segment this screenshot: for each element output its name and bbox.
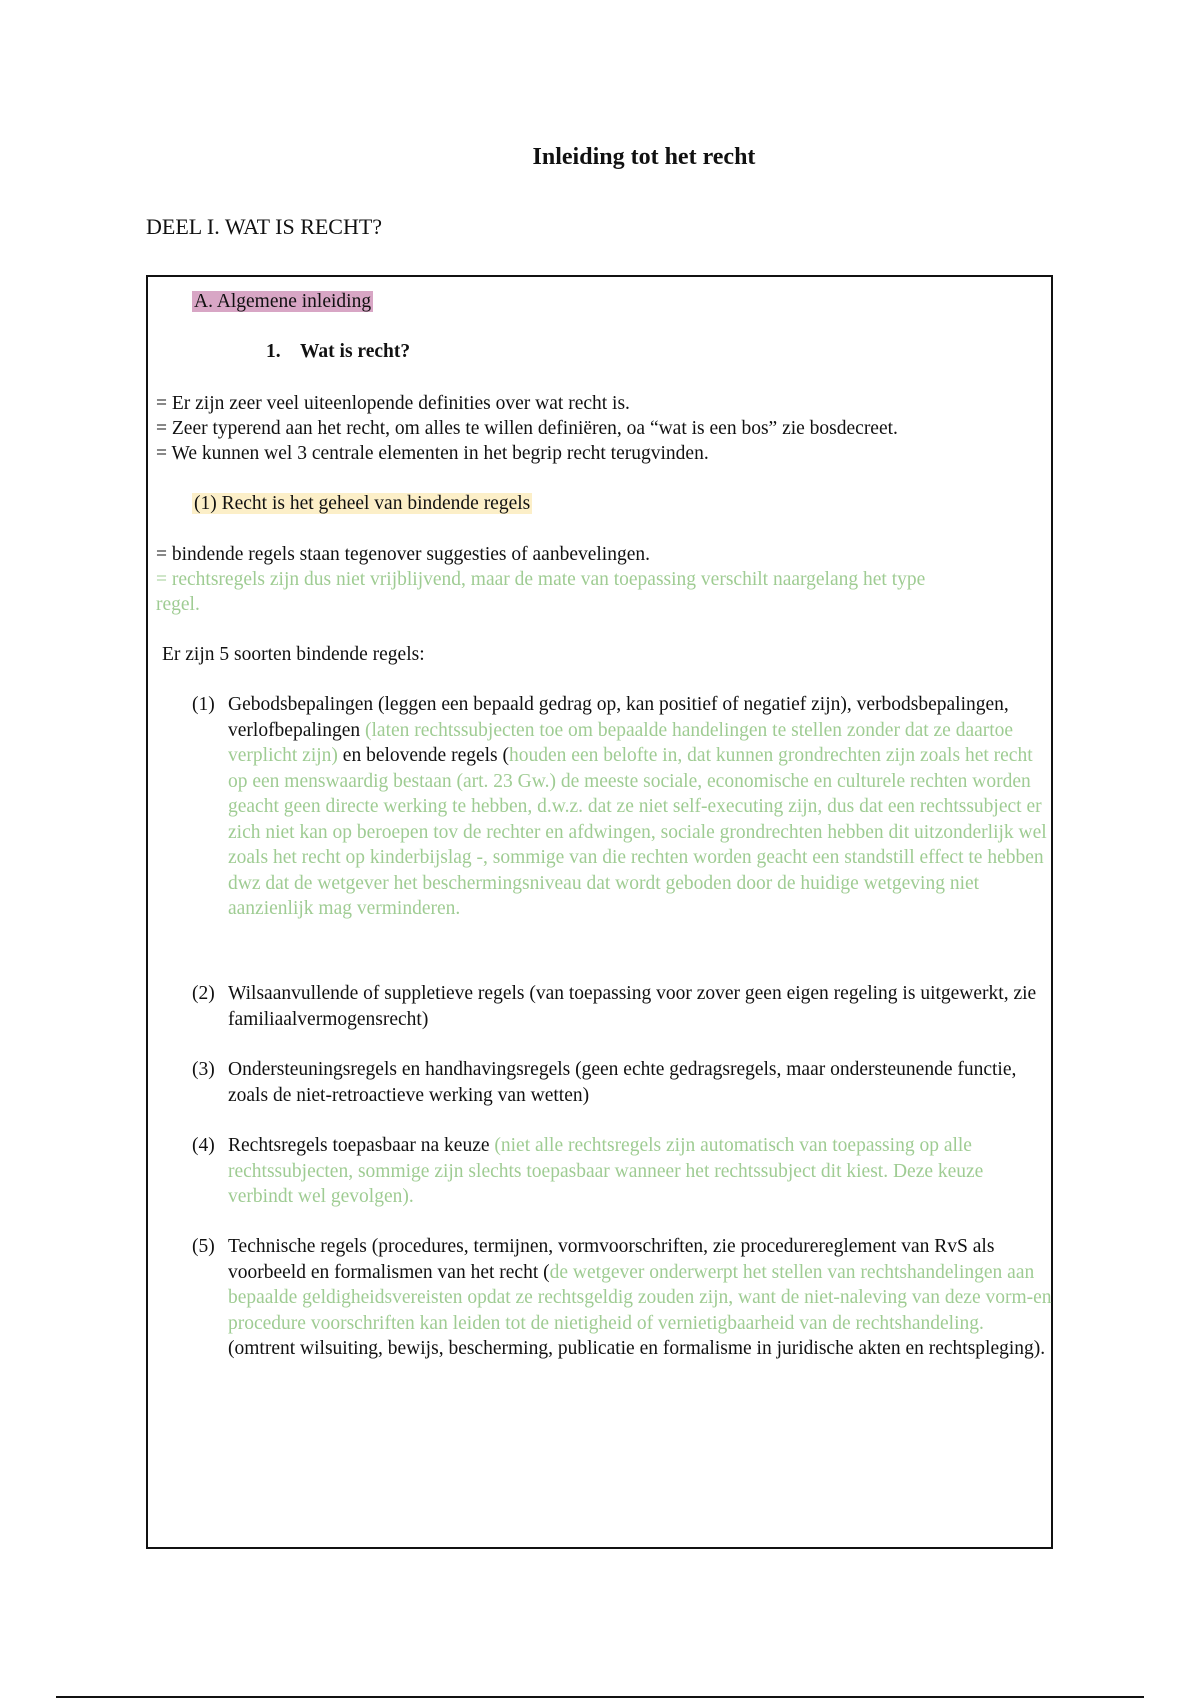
document-title: Inleiding tot het recht (532, 144, 756, 170)
section-heading-text: A. Algemene inleiding (194, 291, 372, 312)
list-item-number: (1) (192, 694, 215, 715)
list-item-body (228, 1057, 1052, 1108)
list-item-body (228, 981, 1052, 1032)
item-text: Ondersteuningsregels en handhavingsregels (geen echte gedragsregels, maar ondersteunende functie, zoals de niet-retroactieve werking van wetten) (228, 1059, 1017, 1106)
list-item (192, 692, 1052, 922)
content-box (146, 275, 1053, 1549)
list-item-number: (3) (192, 1059, 215, 1080)
part-heading: DEEL I. WAT IS RECHT? (146, 214, 383, 239)
list-item-number: (4) (192, 1135, 215, 1156)
list-item-number: (2) (192, 983, 215, 1004)
item-note: de wetgever onderwerpt het stellen van rechtshandelingen aan bepaalde geldigheidsvereisten opdat ze rechtsgeldig zouden zijn, want de niet-naleving van deze vorm-en procedure voorschriften kan leiden tot de nietigheid of vernietigbaarheid van de rechtshandeling. (228, 1261, 1052, 1334)
subsection-title: Wat is recht? (300, 341, 411, 362)
item-note: (laten rechtssubjecten toe om bepaalde handelingen te stellen zonder dat ze daartoe verplicht zijn) (228, 719, 1014, 766)
item-text: (omtrent wilsuiting, bewijs, bescherming, publicatie en formalisme in juridische akten en rechtspleging). (228, 1338, 1046, 1359)
subsection-number: 1. (266, 341, 281, 362)
intro-line-2: = Zeer typerend aan het recht, om alles te willen definiëren, oa “wat is een bos” zie bosdecreet. (156, 418, 898, 439)
footer-rule (56, 1696, 1144, 1698)
element-line-1: = bindende regels staan tegenover suggesties of aanbevelingen. (156, 544, 650, 565)
section-heading (192, 289, 373, 315)
list-item (192, 1133, 1052, 1210)
item-note: houden een belofte in, dat kunnen grondrechten zijn zoals het recht op een menswaardig bestaan (art. 23 Gw.) de meeste sociale, economische en culturele rechten worden geacht geen directe werking te hebben, d.w.z. dat ze niet self-executing zijn, dus dat een rechtssubject er zich niet kan op beroepen tov de rechter en afdwingen, sociale grondrechten hebben dit uitzonderlijk wel zoals het recht op kinderbijslag -, sommige van die rechten worden geacht een standstill effect te hebben dwz dat de wetgever het beschermingsniveau dat wordt geboden door de huidige wetgeving niet aanzienlijk mag verminderen. (228, 745, 1047, 919)
item-text: Wilsaanvullende of suppletieve regels (van toepassing voor zover geen eigen regeling is uitgewerkt, zie familiaalvermogensrecht) (228, 983, 1037, 1030)
item-text: Rechtsregels toepasbaar na keuze (228, 1135, 490, 1156)
intro-line-1: = Er zijn zeer veel uiteenlopende definities over wat recht is. (156, 393, 630, 414)
item-text: Technische regels (procedures, termijnen, vormvoorschriften, zie procedurereglement van RvS als voorbeeld en formalismen van het recht ( (228, 1236, 995, 1283)
element-line-2b: regel. (156, 594, 200, 615)
intro-line-3: = We kunnen wel 3 centrale elementen in het begrip recht terugvinden. (156, 443, 709, 464)
element-line-2a: = rechtsregels zijn dus niet vrijblijvend, maar de mate van toepassing verschilt naargelang het type (156, 569, 926, 590)
subsection-heading (266, 339, 410, 365)
list-item (192, 1057, 1052, 1108)
kinds-intro: Er zijn 5 soorten bindende regels: (162, 644, 425, 665)
element-heading-text: (1) Recht is het geheel van bindende regels (194, 493, 531, 514)
list-item-body (228, 1234, 1052, 1362)
list-item-body (228, 1133, 1052, 1210)
list-item-number: (5) (192, 1236, 215, 1257)
item-text: Gebodsbepalingen (leggen een bepaald gedrag op, kan positief of negatief zijn), verbodsbepalingen, verlofbepalingen (228, 694, 1009, 741)
item-text: en belovende regels ( (337, 745, 510, 766)
element-heading (192, 491, 532, 517)
list-item-body (228, 692, 1052, 922)
item-note: (niet alle rechtsregels zijn automatisch van toepassing op alle rechtssubjecten, sommige zijn slechts toepasbaar wanneer het rechtssubject dit kiest. Deze keuze verbindt wel gevolgen). (228, 1135, 984, 1207)
list-item (192, 1234, 1052, 1362)
list-item (192, 981, 1052, 1032)
